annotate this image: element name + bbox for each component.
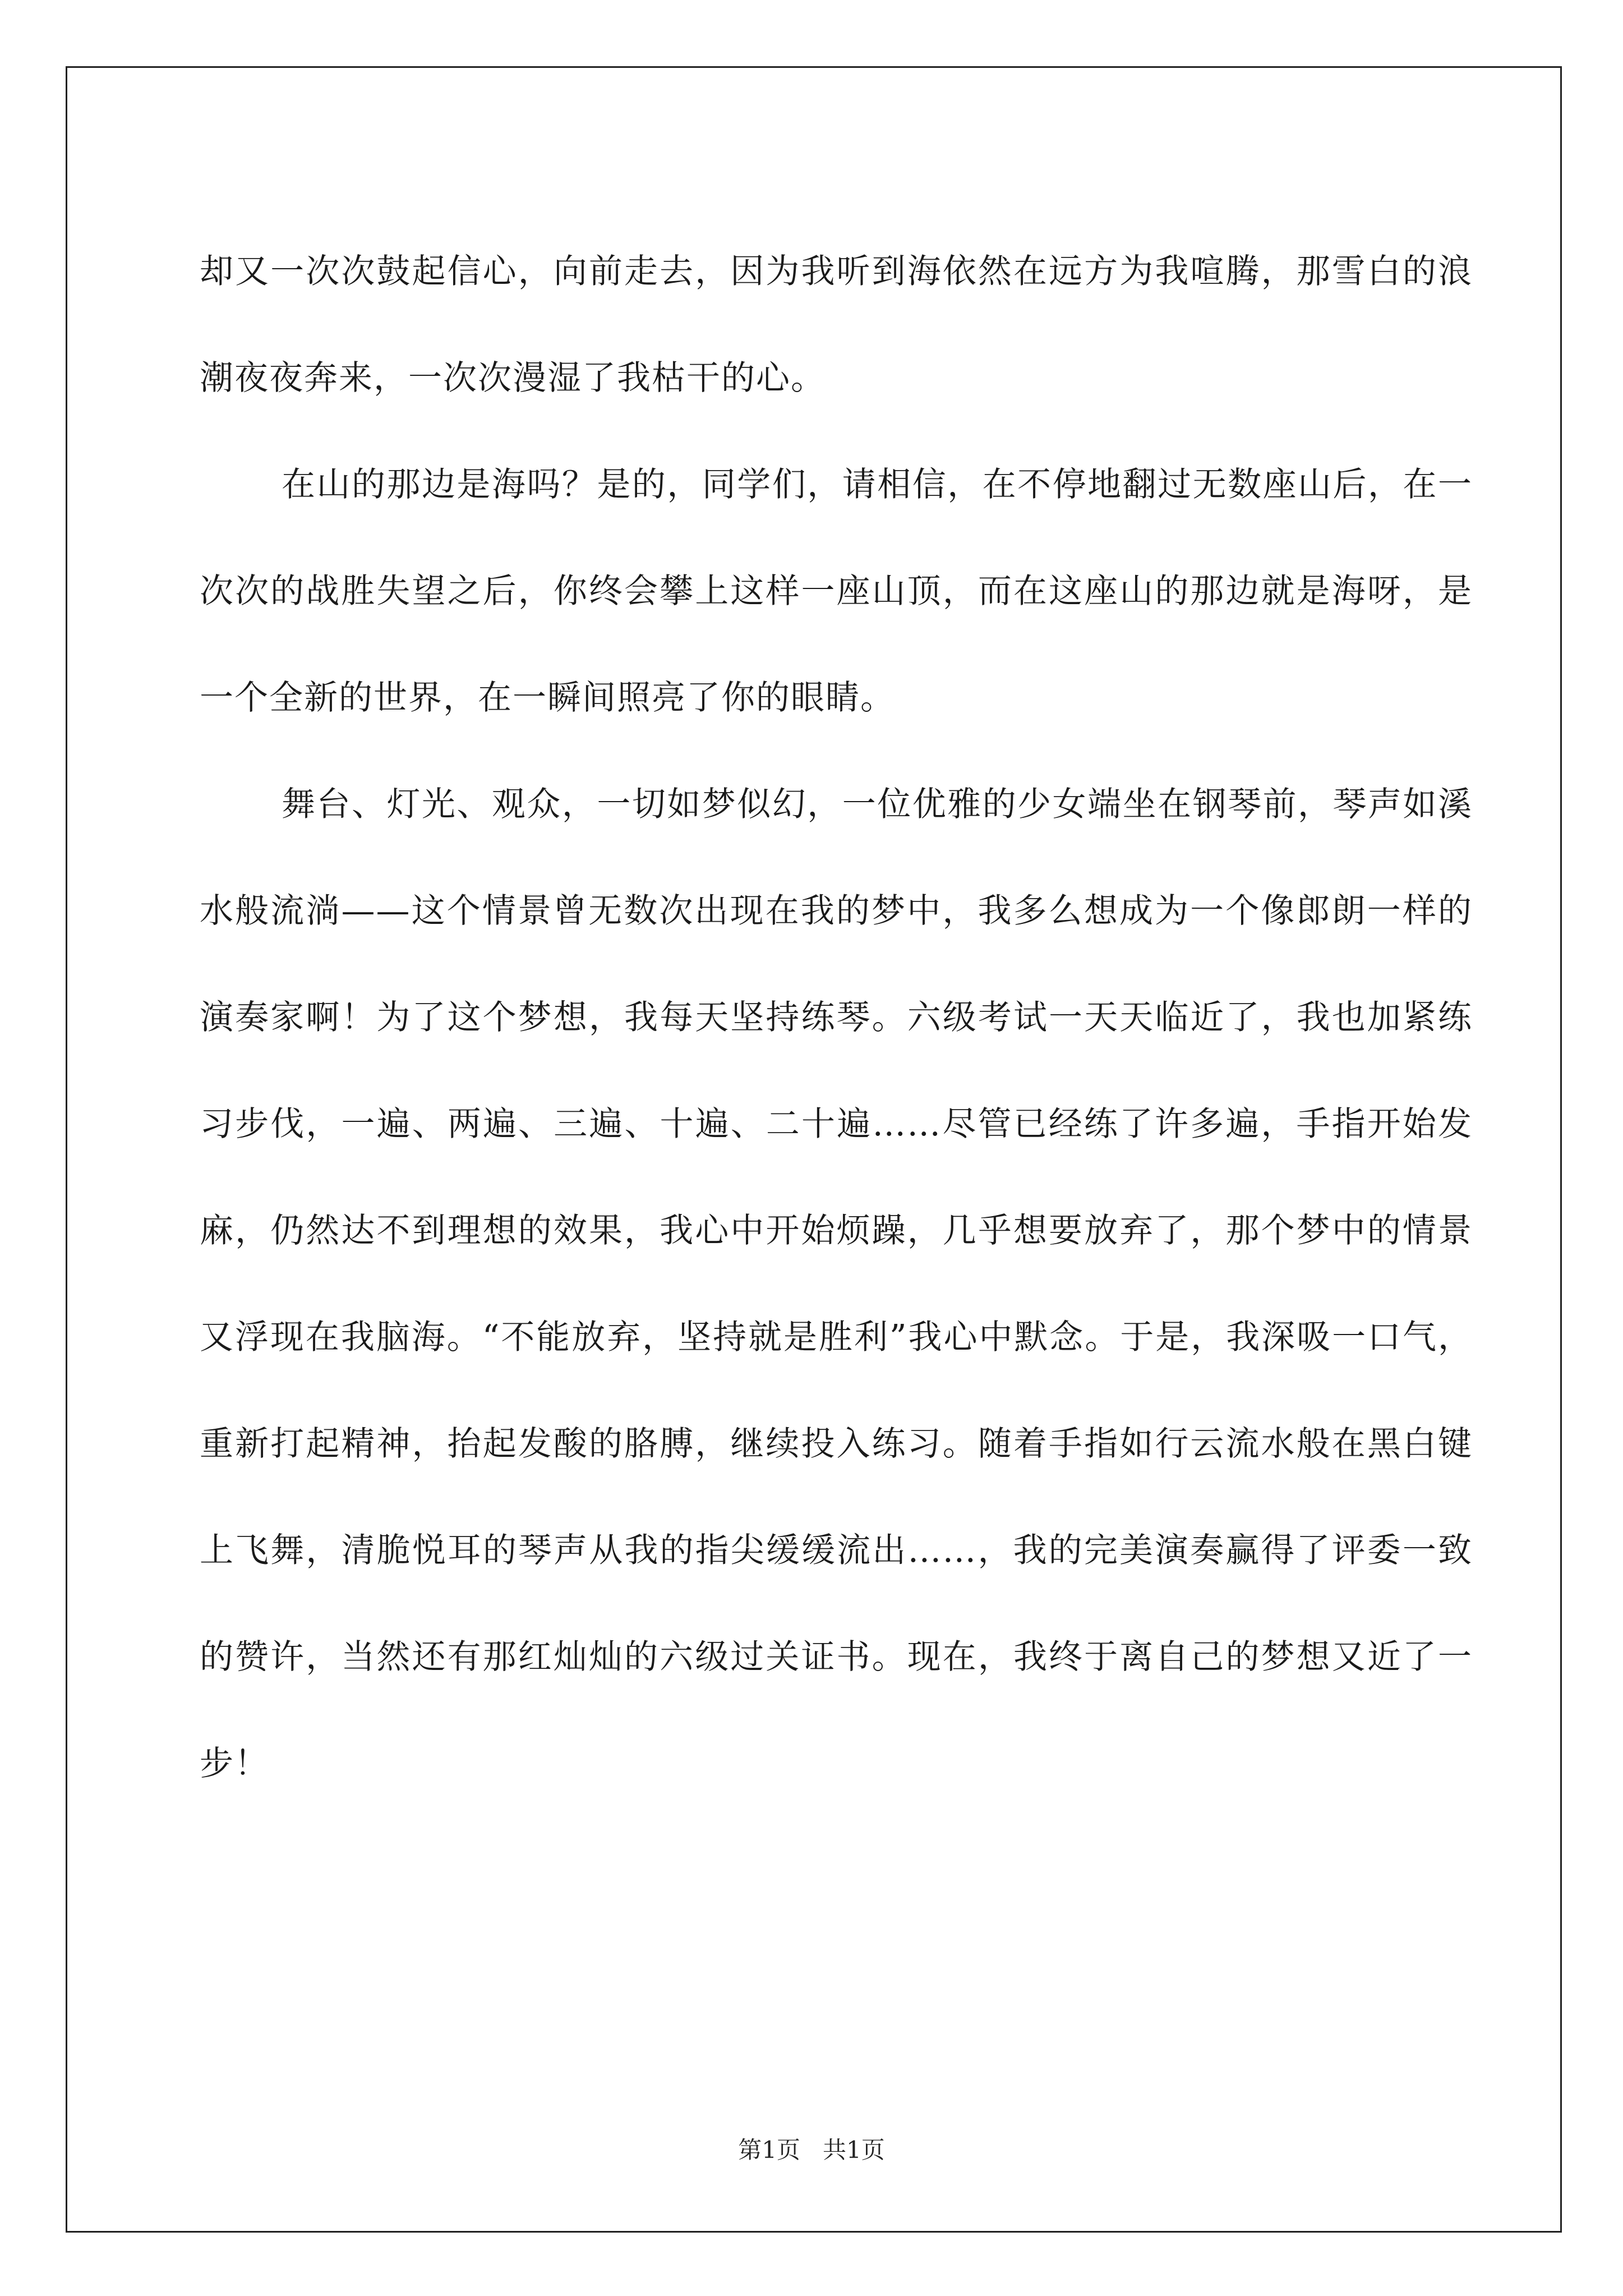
paragraph-2: 在山的那边是海吗？是的，同学们，请相信，在不停地翻过无数座山后，在一次次的战胜失望之后，你终会攀上这样一座山顶，而在这座山的那边就是海呀，是一个全新的世界，在一瞬间照亮了你的眼睛。 [200, 465, 1473, 717]
document-body [200, 218, 1473, 1817]
paragraph-3: 舞台、灯光、观众，一切如梦似幻，一位优雅的少女端坐在钢琴前，琴声如溪水般流淌——这个情景曾无数次出现在我的梦中，我多么想成为一个像郎朗一样的演奏家啊！为了这个梦想，我每天坚持练琴。六级考试一天天临近了，我也加紧练习步伐，一遍、两遍、三遍、十遍、二十遍……尽管已经练了许多遍，手指开始发麻，仍然达不到理想的效果，我心中开始烦躁，几乎想要放弃了，那个梦中的情景又浮现在我脑海。“不能放弃，坚持就是胜利”我心中默念。于是，我深吸一口气，重新打起精神，抬起发酸的胳膊，继续投入练习。随着手指如行云流水般在黑白键上飞舞，清脆悦耳的琴声从我的指尖缓缓流出……，我的完美演奏赢得了评委一致的赞许，当然还有那红灿灿的六级过关证书。现在，我终于离自己的梦想又近了一步！ [200, 785, 1473, 1783]
page-footer [0, 2132, 1623, 2165]
page-number-total: 共1页 [823, 2136, 885, 2164]
paragraph-1: 却又一次次鼓起信心，向前走去，因为我听到海依然在远方为我喧腾，那雪白的浪潮夜夜奔来，一次次漫湿了我枯干的心。 [200, 252, 1473, 398]
page-number-current: 第1页 [738, 2136, 800, 2164]
